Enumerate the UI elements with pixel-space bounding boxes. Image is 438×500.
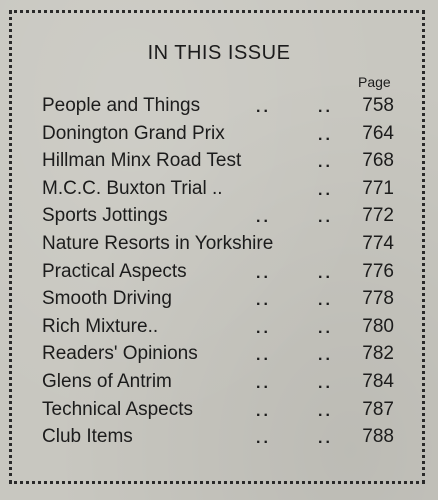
contents-entry[interactable]	[42, 147, 402, 175]
entry-title: Readers' Opinions	[42, 343, 198, 365]
leader-dots: ..	[256, 292, 271, 310]
entry-page-number: 784	[362, 370, 394, 392]
entry-title: Rich Mixture..	[42, 315, 159, 337]
contents-entry[interactable]	[42, 175, 402, 203]
leader-dots: ..	[318, 181, 333, 199]
contents-entry[interactable]	[42, 120, 402, 148]
entry-title: Hillman Minx Road Test	[42, 150, 242, 172]
leader-dots: ..	[318, 347, 333, 365]
contents-entry[interactable]	[42, 258, 402, 286]
leader-dots: ..	[318, 430, 333, 448]
entry-title: Smooth Driving	[42, 288, 172, 310]
leader-dots: ..	[256, 347, 271, 365]
entry-page-number: 772	[362, 205, 394, 227]
entry-title: People and Things	[42, 95, 201, 116]
leader-dots: ..	[256, 374, 271, 392]
entry-page-number: 771	[362, 177, 394, 199]
contents-entry[interactable]	[42, 396, 402, 424]
leader-dots: ..	[318, 319, 333, 337]
leader-dots: ..	[318, 264, 333, 282]
entry-page-number: 764	[362, 122, 394, 144]
leader-dots: ..	[318, 374, 333, 392]
contents-entry[interactable]	[42, 202, 402, 230]
entry-page-number: 780	[362, 315, 394, 337]
entry-title: Glens of Antrim	[42, 370, 172, 392]
leader-dots: ..	[318, 292, 333, 310]
contents-entry[interactable]	[42, 230, 402, 258]
entry-page-number: 758	[362, 95, 394, 116]
leader-dots: ..	[318, 209, 333, 227]
entry-title: Club Items	[42, 426, 133, 448]
entry-title: M.C.C. Buxton Trial ..	[42, 177, 223, 199]
leader-dots: ..	[318, 99, 333, 116]
entry-page-number: 788	[362, 426, 394, 448]
contents-heading: IN THIS ISSUE	[147, 42, 291, 64]
entry-page-number: 782	[362, 343, 394, 365]
leader-dots: ..	[256, 430, 271, 448]
leader-dots: ..	[256, 319, 271, 337]
entry-page-number: 776	[362, 260, 394, 282]
contents-entry[interactable]	[42, 423, 402, 451]
entry-page-number: 778	[362, 288, 394, 310]
leader-dots: ..	[318, 154, 333, 172]
leader-dots: ..	[256, 209, 271, 227]
leader-dots: ..	[256, 264, 271, 282]
contents-entry[interactable]	[42, 285, 402, 313]
leader-dots: ..	[318, 126, 333, 144]
entry-title: Technical Aspects	[42, 398, 194, 420]
entry-page-number: 774	[362, 232, 394, 254]
entry-title: Donington Grand Prix	[42, 122, 225, 144]
page-column-label: Page	[358, 74, 391, 90]
contents-entry[interactable]	[42, 313, 402, 341]
entry-title: Nature Resorts in Yorkshire	[42, 232, 274, 254]
entry-title: Sports Jottings	[42, 205, 168, 227]
leader-dots: ..	[256, 99, 271, 116]
contents-list	[42, 92, 402, 451]
leader-dots: ..	[256, 402, 271, 420]
contents-entry[interactable]	[42, 368, 402, 396]
entry-page-number: 768	[362, 150, 394, 172]
contents-entry[interactable]	[42, 92, 402, 120]
entry-page-number: 787	[362, 398, 394, 420]
contents-entry[interactable]	[42, 340, 402, 368]
entry-title: Practical Aspects	[42, 260, 187, 282]
leader-dots: ..	[318, 402, 333, 420]
